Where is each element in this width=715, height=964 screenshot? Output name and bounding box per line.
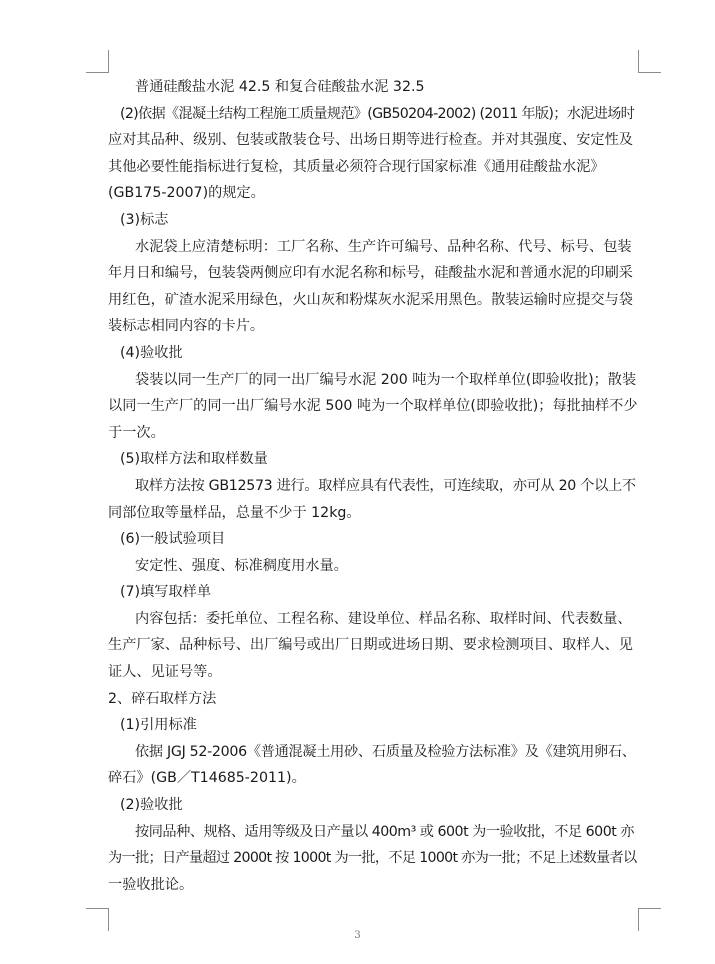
section-heading: 2、碎石取样方法 bbox=[108, 690, 217, 707]
text-line: 依据 JGJ 52-2006《普通混凝土用砂、石质量及检验方法标准》及《建筑用卵石、 bbox=[135, 743, 636, 760]
text-line: 取样方法按 GB12573 进行。取样应具有代表性，可连续取，亦可从 20 个以上不 bbox=[135, 477, 636, 494]
section-heading: (3)标志 bbox=[120, 211, 169, 228]
text-line: 一验收批论。 bbox=[108, 876, 194, 893]
text-line: 普通硅酸盐水泥 42.5 和复合硅酸盐水泥 32.5 bbox=[135, 79, 425, 95]
text-line: 装标志相同内容的卡片。 bbox=[108, 318, 265, 335]
text-line: 按同品种、规格、适用等级及日产量以 400m³ 或 600t 为一验收批，不足 600t 亦 bbox=[135, 823, 634, 840]
text-line: 碎石》(GB／T14685-2011)。 bbox=[108, 770, 306, 787]
text-line: 年月日和编号，包装袋两侧应印有水泥名称和标号，硅酸盐水泥和普通水泥的印刷采 bbox=[108, 265, 633, 282]
text-line: 用红色，矿渣水泥采用绿色，火山灰和粉煤灰水泥采用黑色。散装运输时应提交与袋 bbox=[108, 291, 633, 308]
text-line: 应对其品种、级别、包装或散装仓号、出场日期等进行检查。并对其强度、安定性及 bbox=[108, 132, 633, 149]
text-line: (2)依据《混凝土结构工程施工质量规范》(GB50204-2002) (2011 年版)；水泥进场时 bbox=[120, 105, 635, 122]
text-line: 于一次。 bbox=[108, 424, 165, 441]
text-line: (GB175-2007)的规定。 bbox=[108, 185, 265, 202]
section-heading: (6)一般试验项目 bbox=[120, 531, 226, 548]
section-heading: (5)取样方法和取样数量 bbox=[120, 451, 268, 468]
text-line: 其他必要性能指标进行复检，其质量必须符合现行国家标准《通用硅酸盐水泥》 bbox=[108, 158, 605, 175]
text-line: 以同一生产厂的同一出厂编号水泥 500 吨为一个取样单位(即验收批)；每批抽样不少 bbox=[108, 398, 638, 415]
text-line: 证人、见证号等。 bbox=[108, 664, 222, 681]
text-line: 袋装以同一生产厂的同一出厂编号水泥 200 吨为一个取样单位(即验收批)；散装 bbox=[135, 371, 637, 388]
corner-mark-bottom-right bbox=[638, 908, 661, 931]
corner-mark-top-right bbox=[638, 50, 661, 73]
text-line: 同部位取等量样品，总量不少于 12kg。 bbox=[108, 504, 361, 521]
corner-mark-bottom-left bbox=[86, 908, 109, 931]
section-heading: (2)验收批 bbox=[120, 797, 183, 814]
page-number: 3 bbox=[354, 930, 361, 941]
section-heading: (4)验收批 bbox=[120, 344, 183, 361]
text-line: 安定性、强度、标准稠度用水量。 bbox=[135, 557, 348, 574]
text-line: 为一批；日产量超过 2000t 按 1000t 为一批，不足 1000t 亦为一批；不足上述数量者以 bbox=[108, 850, 637, 867]
text-line: 生产厂家、品种标号、出厂编号或出厂日期或进场日期、要求检测项目、取样人、见 bbox=[108, 637, 633, 654]
corner-mark-top-left bbox=[86, 50, 109, 73]
text-line: 内容包括：委托单位、工程名称、建设单位、样品名称、取样时间、代表数量、 bbox=[135, 610, 632, 627]
text-line: 水泥袋上应清楚标明：工厂名称、生产许可编号、品种名称、代号、标号、包装 bbox=[135, 238, 632, 255]
document-body bbox=[108, 74, 638, 898]
section-heading: (1)引用标准 bbox=[120, 717, 197, 734]
section-heading: (7)填写取样单 bbox=[120, 584, 212, 601]
